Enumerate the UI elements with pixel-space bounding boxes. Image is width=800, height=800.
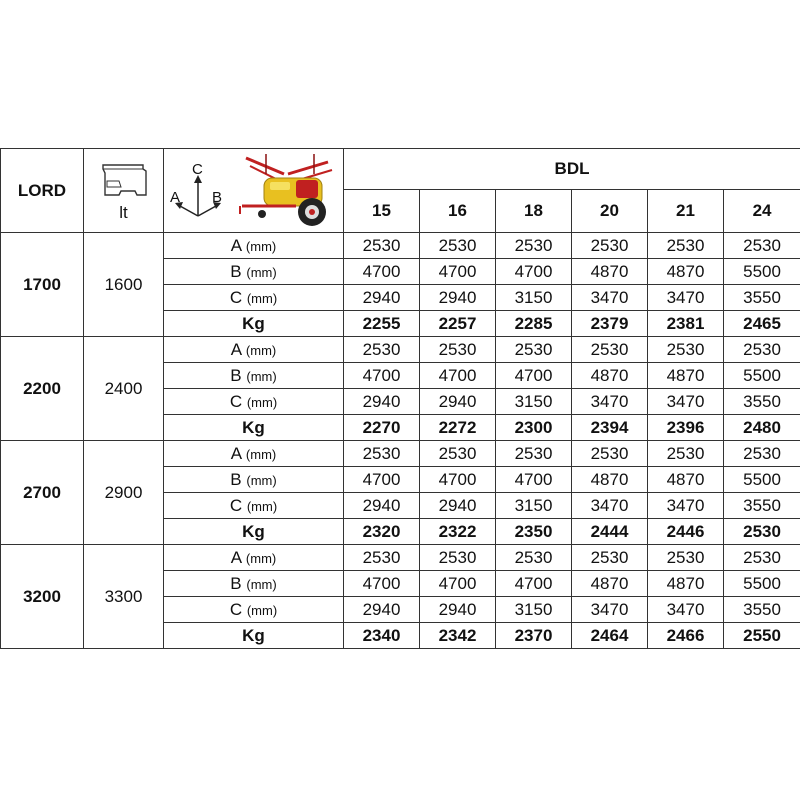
value-cell: 2300	[496, 415, 572, 441]
boom-size-20: 20	[572, 190, 648, 233]
value-cell: 2255	[344, 311, 420, 337]
value-cell: 4870	[648, 571, 724, 597]
value-cell: 5500	[724, 467, 800, 493]
value-cell: 5500	[724, 259, 800, 285]
value-cell: 3470	[648, 285, 724, 311]
value-cell: 2940	[344, 389, 420, 415]
value-cell: 2396	[648, 415, 724, 441]
value-cell: 5500	[724, 363, 800, 389]
value-cell: 2320	[344, 519, 420, 545]
param-label-cell	[164, 597, 344, 623]
value-cell: 2285	[496, 311, 572, 337]
param-unit: (mm)	[245, 446, 277, 462]
model-cell: 1700	[1, 233, 84, 337]
value-cell: 4700	[496, 363, 572, 389]
value-cell: 2940	[420, 493, 496, 519]
value-cell: 4700	[344, 467, 420, 493]
value-cell: 2530	[420, 337, 496, 363]
param-unit: (mm)	[246, 602, 278, 618]
value-cell: 2530	[572, 233, 648, 259]
tank-outline-icon	[99, 159, 149, 201]
value-cell: 3150	[496, 597, 572, 623]
param-label-cell	[164, 363, 344, 389]
value-cell: 2530	[420, 545, 496, 571]
diagram-header	[164, 149, 344, 233]
value-cell: 4700	[496, 571, 572, 597]
value-cell: 2379	[572, 311, 648, 337]
value-cell: 4870	[572, 363, 648, 389]
value-cell: 4700	[420, 259, 496, 285]
value-cell: 2340	[344, 623, 420, 649]
value-cell: 2394	[572, 415, 648, 441]
value-cell: 2530	[648, 233, 724, 259]
param-unit: (mm)	[246, 394, 278, 410]
value-cell: 4700	[344, 571, 420, 597]
param-label: Kg	[242, 313, 265, 333]
param-unit: (mm)	[246, 290, 278, 306]
value-cell: 4700	[420, 363, 496, 389]
value-cell: 2530	[648, 337, 724, 363]
value-cell: 2530	[496, 233, 572, 259]
param-label: B	[230, 469, 242, 489]
table-row	[1, 233, 800, 259]
model-cell: 3200	[1, 545, 84, 649]
param-label: Kg	[242, 417, 265, 437]
value-cell: 3470	[572, 597, 648, 623]
param-label-cell	[164, 311, 344, 337]
capacity-cell: 3300	[84, 545, 164, 649]
model-cell: 2200	[1, 337, 84, 441]
value-cell: 4870	[648, 467, 724, 493]
param-label-cell	[164, 441, 344, 467]
value-cell: 2370	[496, 623, 572, 649]
value-cell: 4870	[572, 571, 648, 597]
value-cell: 2466	[648, 623, 724, 649]
boom-size-18: 18	[496, 190, 572, 233]
param-label: B	[230, 261, 242, 281]
param-label-cell	[164, 519, 344, 545]
param-label: B	[230, 573, 242, 593]
value-cell: 2550	[724, 623, 800, 649]
value-cell: 3470	[648, 597, 724, 623]
spec-table-wrapper	[0, 148, 800, 649]
value-cell: 2444	[572, 519, 648, 545]
axis-label-a: A	[170, 188, 181, 206]
param-unit: (mm)	[245, 342, 277, 358]
tank-unit-label: lt	[119, 202, 128, 222]
value-cell: 3150	[496, 493, 572, 519]
value-cell: 2465	[724, 311, 800, 337]
value-cell: 2530	[724, 233, 800, 259]
value-cell: 3470	[572, 285, 648, 311]
value-cell: 4870	[648, 363, 724, 389]
axis-label-c: C	[192, 160, 203, 178]
value-cell: 2464	[572, 623, 648, 649]
table-row	[1, 337, 800, 363]
value-cell: 2530	[724, 441, 800, 467]
param-label: A	[230, 443, 242, 463]
param-label-cell	[164, 233, 344, 259]
param-label: B	[230, 365, 242, 385]
param-label: C	[229, 391, 243, 411]
param-unit: (mm)	[246, 368, 277, 384]
value-cell: 3550	[724, 493, 800, 519]
value-cell: 3470	[648, 493, 724, 519]
value-cell: 2446	[648, 519, 724, 545]
param-unit: (mm)	[246, 472, 277, 488]
value-cell: 2530	[420, 233, 496, 259]
boom-size-16: 16	[420, 190, 496, 233]
param-unit: (mm)	[246, 264, 277, 280]
sprayer-illustration	[236, 152, 340, 230]
value-cell: 2940	[344, 493, 420, 519]
param-label: C	[229, 599, 243, 619]
value-cell: 2381	[648, 311, 724, 337]
model-cell: 2700	[1, 441, 84, 545]
value-cell: 3550	[724, 389, 800, 415]
value-cell: 3150	[496, 389, 572, 415]
value-cell: 2940	[420, 389, 496, 415]
value-cell: 2940	[344, 285, 420, 311]
value-cell: 4870	[572, 259, 648, 285]
header-row-top	[1, 149, 800, 190]
table-row	[1, 545, 800, 571]
param-label-cell	[164, 571, 344, 597]
value-cell: 4870	[648, 259, 724, 285]
boom-size-24: 24	[724, 190, 800, 233]
param-label-cell	[164, 337, 344, 363]
param-label-cell	[164, 285, 344, 311]
value-cell: 2272	[420, 415, 496, 441]
param-label: Kg	[242, 625, 265, 645]
value-cell: 2257	[420, 311, 496, 337]
value-cell: 2530	[344, 441, 420, 467]
value-cell: 2322	[420, 519, 496, 545]
value-cell: 2530	[572, 545, 648, 571]
param-unit: (mm)	[246, 498, 278, 514]
value-cell: 2480	[724, 415, 800, 441]
param-label: A	[230, 235, 242, 255]
value-cell: 4700	[344, 259, 420, 285]
value-cell: 2530	[344, 233, 420, 259]
value-cell: 3470	[648, 389, 724, 415]
param-label-cell	[164, 623, 344, 649]
capacity-cell: 2900	[84, 441, 164, 545]
value-cell: 2342	[420, 623, 496, 649]
value-cell: 4700	[496, 467, 572, 493]
value-cell: 2530	[496, 545, 572, 571]
param-unit: (mm)	[245, 238, 277, 254]
tank-header	[84, 149, 164, 233]
value-cell: 2530	[496, 337, 572, 363]
model-header: LORD	[1, 149, 84, 233]
value-cell: 5500	[724, 571, 800, 597]
capacity-cell: 1600	[84, 233, 164, 337]
param-label-cell	[164, 389, 344, 415]
value-cell: 3550	[724, 285, 800, 311]
capacity-cell: 2400	[84, 337, 164, 441]
value-cell: 2530	[496, 441, 572, 467]
value-cell: 3550	[724, 597, 800, 623]
boom-size-21: 21	[648, 190, 724, 233]
value-cell: 3470	[572, 389, 648, 415]
table-row	[1, 441, 800, 467]
value-cell: 2940	[420, 597, 496, 623]
value-cell: 2530	[648, 441, 724, 467]
value-cell: 2530	[724, 519, 800, 545]
value-cell: 4700	[420, 467, 496, 493]
value-cell: 3150	[496, 285, 572, 311]
value-cell: 2530	[724, 337, 800, 363]
value-cell: 2530	[572, 441, 648, 467]
value-cell: 2940	[420, 285, 496, 311]
value-cell: 2940	[344, 597, 420, 623]
value-cell: 4700	[344, 363, 420, 389]
boom-size-15: 15	[344, 190, 420, 233]
value-cell: 2530	[724, 545, 800, 571]
value-cell: 2270	[344, 415, 420, 441]
value-cell: 4870	[572, 467, 648, 493]
axis-label-b: B	[212, 188, 223, 206]
param-label: A	[230, 547, 242, 567]
value-cell: 4700	[420, 571, 496, 597]
axes-diagram-icon	[164, 150, 234, 232]
param-label: C	[229, 495, 243, 515]
param-label: C	[229, 287, 243, 307]
boom-header: BDL	[344, 149, 800, 190]
value-cell: 4700	[496, 259, 572, 285]
value-cell: 3470	[572, 493, 648, 519]
param-label: A	[230, 339, 242, 359]
value-cell: 2530	[344, 545, 420, 571]
param-label-cell	[164, 493, 344, 519]
value-cell: 2350	[496, 519, 572, 545]
value-cell: 2530	[344, 337, 420, 363]
param-label-cell	[164, 415, 344, 441]
param-unit: (mm)	[245, 550, 277, 566]
param-label-cell	[164, 545, 344, 571]
value-cell: 2530	[648, 545, 724, 571]
param-label-cell	[164, 259, 344, 285]
spec-table	[0, 148, 800, 649]
value-cell: 2530	[572, 337, 648, 363]
param-unit: (mm)	[246, 576, 277, 592]
value-cell: 2530	[420, 441, 496, 467]
param-label-cell	[164, 467, 344, 493]
param-label: Kg	[242, 521, 265, 541]
